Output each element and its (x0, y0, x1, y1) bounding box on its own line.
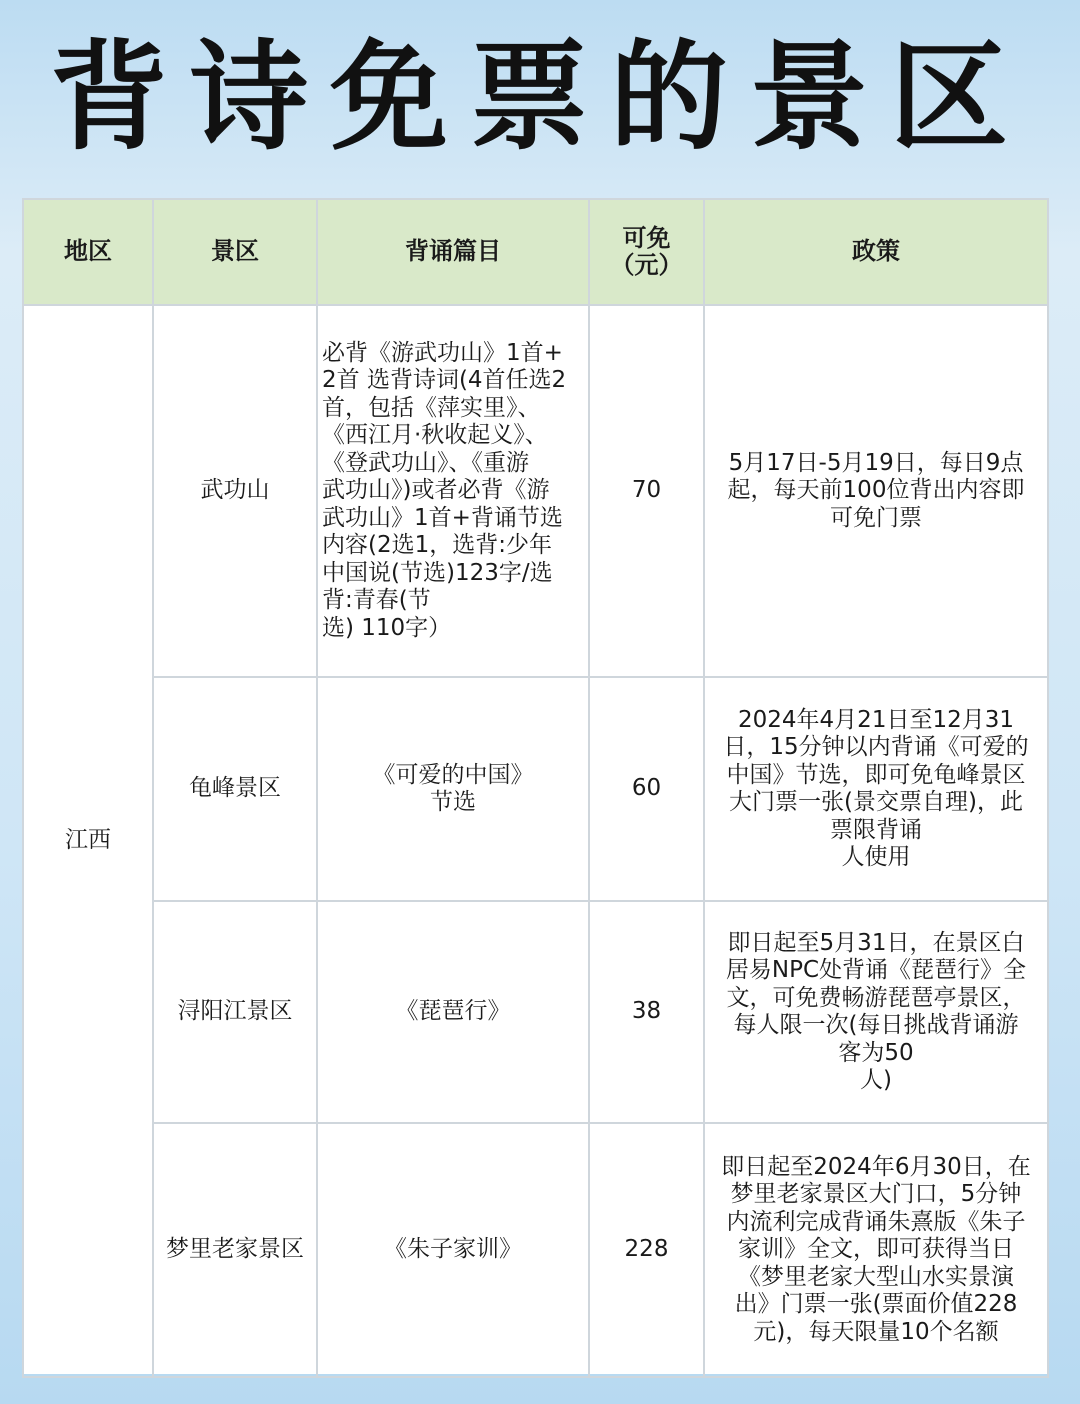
free-amount-cell: 228 (589, 1123, 704, 1377)
table-row (23, 305, 1048, 677)
table-row (23, 1123, 1048, 1377)
policy-cell: 即日起至2024年6月30日，在 梦里老家景区大门口，5分钟 内流利完成背诵朱熹版《朱子 家训》全文，即可获得当日 《梦里老家大型山水实景演 出》门票一张(票面价值228 元)，每天限量10个名额 (704, 1123, 1048, 1377)
spot-cell: 梦里老家景区 (153, 1123, 317, 1377)
spot-cell: 龟峰景区 (153, 677, 317, 901)
free-amount-cell: 70 (589, 305, 704, 677)
header-policy: 政策 (704, 199, 1048, 305)
poems-cell: 《朱子家训》 (317, 1123, 589, 1377)
free-amount-cell: 60 (589, 677, 704, 901)
poems-cell: 必背《游武功山》1首+ 2首 选背诗词(4首任选2 首，包括《萍实里》、 《西江月·秋收起义》、 《登武功山》、《重游 武功山》)或者必背《游 武功山》1首+背诵节选 内容(2选1，选背:少年 中国说(节选)123字/选 背:青春(节 选) 110字） (317, 305, 589, 677)
policy-cell: 即日起至5月31日，在景区白 居易NPC处背诵《琵琶行》全 文，可免费畅游琵琶亭景区， 每人限一次(每日挑战背诵游 客为50 人) (704, 901, 1048, 1123)
page-title: 背诗免票的景区 (49, 28, 1030, 166)
header-spot: 景区 (153, 199, 317, 305)
spot-cell: 浔阳江景区 (153, 901, 317, 1123)
policy-table (22, 198, 1049, 1378)
scenic-spot-table (22, 198, 1047, 1374)
poems-cell: 《琵琶行》 (317, 901, 589, 1123)
header-poems: 背诵篇目 (317, 199, 589, 305)
header-region: 地区 (23, 199, 153, 305)
free-amount-cell: 38 (589, 901, 704, 1123)
table-row (23, 901, 1048, 1123)
header-free-amount: 可免 （元） (589, 199, 704, 305)
region-cell: 江西 (23, 305, 153, 1377)
policy-cell: 5月17日-5月19日，每日9点 起，每天前100位背出内容即 可免门票 (704, 305, 1048, 677)
table-header-row (23, 199, 1048, 305)
policy-cell: 2024年4月21日至12月31 日，15分钟以内背诵《可爱的 中国》节选，即可免龟峰景区 大门票一张(景交票自理)，此 票限背诵 人使用 (704, 677, 1048, 901)
poems-cell: 《可爱的中国》 节选 (317, 677, 589, 901)
table-row (23, 677, 1048, 901)
spot-cell: 武功山 (153, 305, 317, 677)
